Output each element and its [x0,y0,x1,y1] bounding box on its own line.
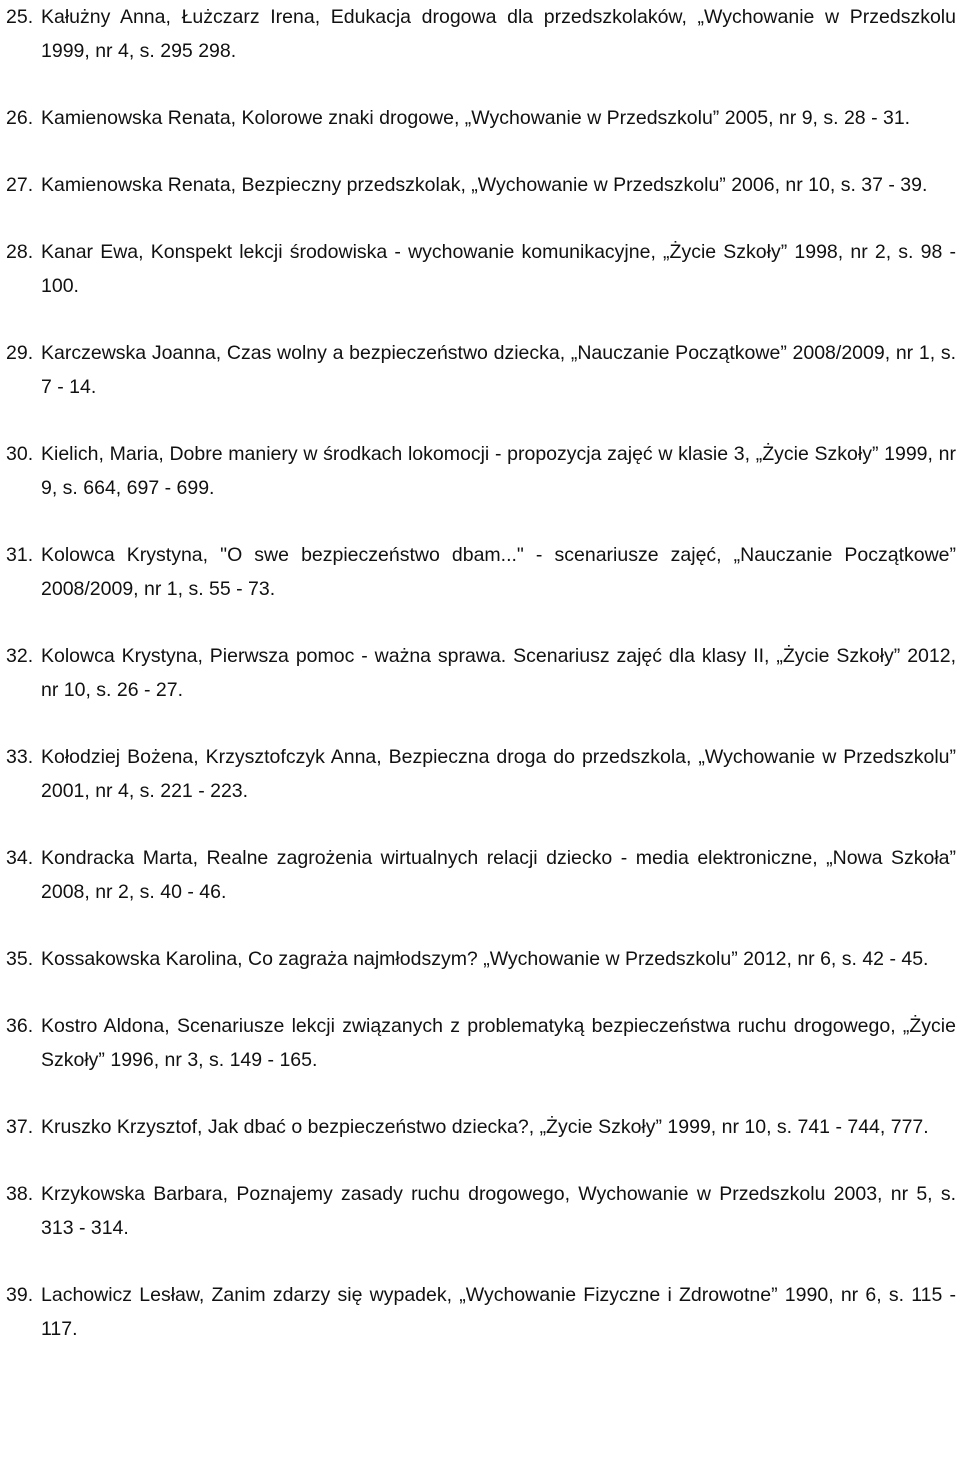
entry-number: 32. [6,645,34,667]
bibliography-entry [6,0,956,68]
entry-text: Kostro Aldona, Scenariusze lekcji związanych z problematyką bezpieczeństwa ruchu drogowego, „Życie Szkoły” 1996, nr 3, s. 149 - 165. [41,1015,956,1071]
entry-number: 36. [6,1015,34,1037]
bibliography-entry [6,235,956,303]
entry-text: Kałużny Anna, Łużczarz Irena, Edukacja drogowa dla przedszkolaków, „Wychowanie w Przedszkolu 1999, nr 4, s. 295 298. [41,6,956,62]
entry-number: 30. [6,443,34,465]
bibliography-entry [6,1009,956,1077]
bibliography-entry [6,437,956,505]
bibliography-entry [6,336,956,404]
bibliography-entry [6,101,956,135]
bibliography-entry [6,1110,956,1144]
entry-number: 26. [6,107,34,129]
entry-text: Kołodziej Bożena, Krzysztofczyk Anna, Bezpieczna droga do przedszkola, „Wychowanie w Przedszkolu” 2001, nr 4, s. 221 - 223. [41,746,956,802]
entry-text: Krzykowska Barbara, Poznajemy zasady ruchu drogowego, Wychowanie w Przedszkolu 2003, nr 5, s. 313 - 314. [41,1183,956,1239]
entry-number: 29. [6,342,34,364]
entry-number: 33. [6,746,34,768]
entry-text: Karczewska Joanna, Czas wolny a bezpieczeństwo dziecka, „Nauczanie Początkowe” 2008/2009, nr 1, s. 7 - 14. [41,342,956,398]
bibliography-entry [6,841,956,909]
entry-text: Kondracka Marta, Realne zagrożenia wirtualnych relacji dziecko - media elektroniczne, „Nowa Szkoła” 2008, nr 2, s. 40 - 46. [41,847,956,903]
entry-text: Kruszko Krzysztof, Jak dbać o bezpieczeństwo dziecka?, „Życie Szkoły” 1999, nr 10, s. 741 - 744, 777. [41,1116,929,1138]
entry-text: Kamienowska Renata, Bezpieczny przedszkolak, „Wychowanie w Przedszkolu” 2006, nr 10, s. 37 - 39. [41,174,928,196]
bibliography-entry [6,1177,956,1245]
entry-text: Kielich, Maria, Dobre maniery w środkach lokomocji - propozycja zajęć w klasie 3, „Życie Szkoły” 1999, nr 9, s. 664, 697 - 699. [41,443,956,499]
entry-text: Kamienowska Renata, Kolorowe znaki drogowe, „Wychowanie w Przedszkolu” 2005, nr 9, s. 28 - 31. [41,107,911,129]
entry-number: 39. [6,1284,34,1306]
entry-text: Kossakowska Karolina, Co zagraża najmłodszym? „Wychowanie w Przedszkolu” 2012, nr 6, s. 42 - 45. [41,948,929,970]
entry-text: Kanar Ewa, Konspekt lekcji środowiska - wychowanie komunikacyjne, „Życie Szkoły” 1998, nr 2, s. 98 - 100. [41,241,956,297]
bibliography-list [6,0,956,1379]
entry-number: 31. [6,544,34,566]
entry-number: 28. [6,241,34,263]
entry-number: 27. [6,174,34,196]
entry-number: 34. [6,847,34,869]
bibliography-entry [6,740,956,808]
bibliography-entry [6,639,956,707]
bibliography-entry [6,1278,956,1346]
entry-number: 25. [6,6,34,28]
entry-text: Kolowca Krystyna, Pierwsza pomoc - ważna sprawa. Scenariusz zajęć dla klasy II, „Życie Szkoły” 2012, nr 10, s. 26 - 27. [41,645,956,701]
bibliography-entry [6,942,956,976]
entry-number: 37. [6,1116,34,1138]
entry-number: 38. [6,1183,34,1205]
entry-number: 35. [6,948,34,970]
bibliography-entry [6,168,956,202]
bibliography-entry [6,538,956,606]
entry-text: Lachowicz Lesław, Zanim zdarzy się wypadek, „Wychowanie Fizyczne i Zdrowotne” 1990, nr 6, s. 115 - 117. [41,1284,956,1340]
entry-text: Kolowca Krystyna, "O swe bezpieczeństwo dbam..." - scenariusze zajęć, „Nauczanie Początkowe” 2008/2009, nr 1, s. 55 - 73. [41,544,956,600]
